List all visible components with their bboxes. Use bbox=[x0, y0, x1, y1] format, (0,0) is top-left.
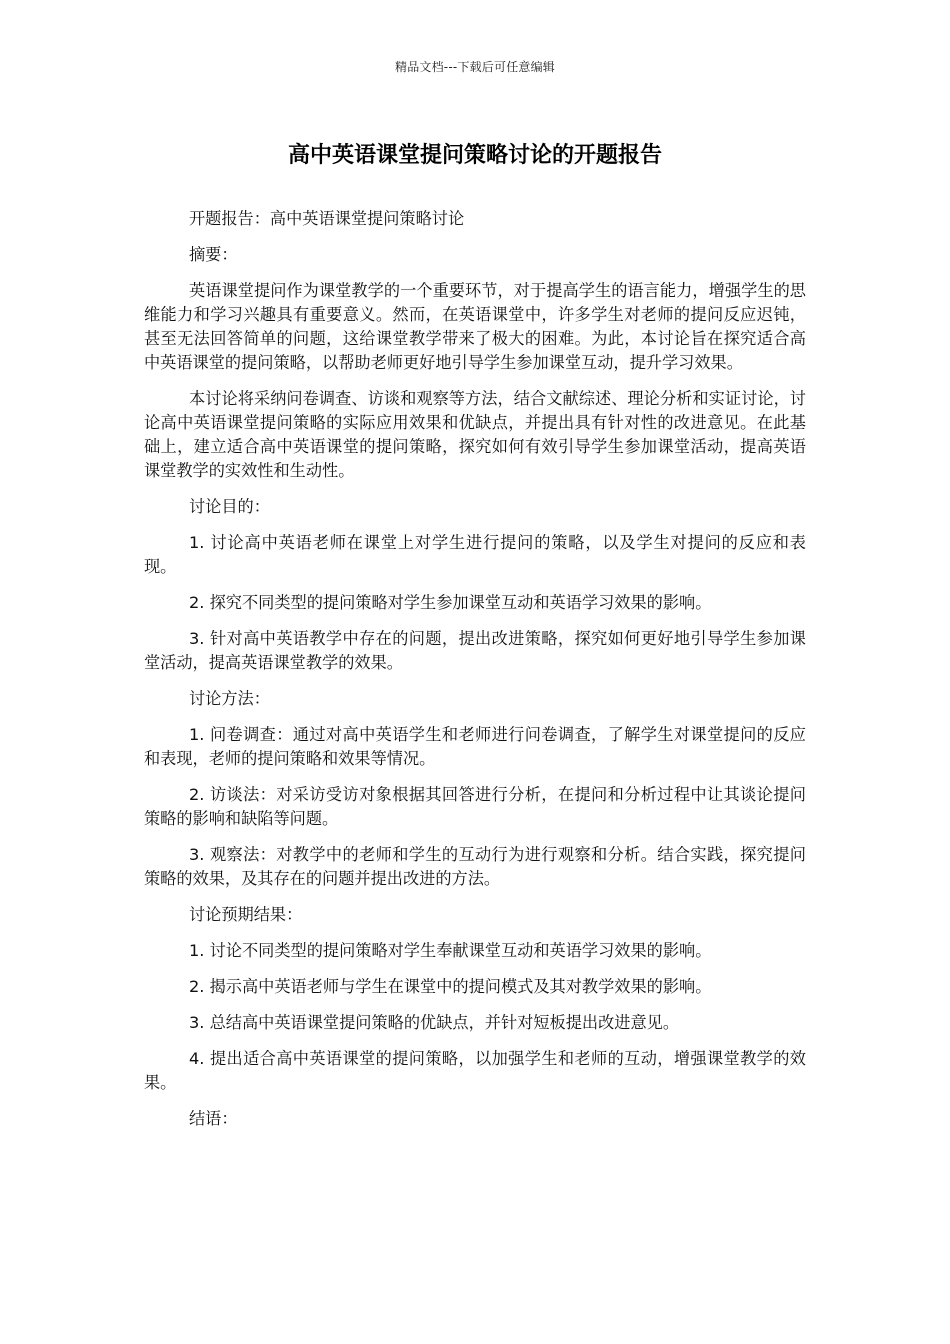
report-heading: 开题报告：高中英语课堂提问策略讨论 bbox=[189, 209, 465, 228]
results-item-2: 2. 揭示高中英语老师与学生在课堂中的提问模式及其对教学效果的影响。 bbox=[189, 977, 712, 996]
methods-item-2: 2. 访谈法：对采访受访对象根据其回答进行分析，在提问和分析过程中让其谈论提问策略的影响和缺陷等问题。 bbox=[144, 785, 806, 828]
methods-label: 讨论方法： bbox=[189, 689, 270, 708]
abstract-paragraph-2: 本讨论将采纳问卷调查、访谈和观察等方法，结合文献综述、理论分析和实证讨论，讨论高中英语课堂提问策略的实际应用效果和优缺点，并提出具有针对性的改进意见。在此基础上，建立适合高中英语课堂的提问策略，探究如何有效引导学生参加课堂活动，提高英语课堂教学的实效性和生动性。 bbox=[144, 389, 806, 480]
purpose-item-3: 3. 针对高中英语教学中存在的问题，提出改进策略，探究如何更好地引导学生参加课堂活动，提高英语课堂教学的效果。 bbox=[144, 629, 806, 672]
abstract-paragraph-1: 英语课堂提问作为课堂教学的一个重要环节，对于提高学生的语言能力，增强学生的思维能力和学习兴趣具有重要意义。然而，在英语课堂中，许多学生对老师的提问反应迟钝，甚至无法回答简单的问题，这给课堂教学带来了极大的困难。为此，本讨论旨在探究适合高中英语课堂的提问策略，以帮助老师更好地引导学生参加课堂互动，提升学习效果。 bbox=[144, 281, 806, 372]
methods-item-1: 1. 问卷调查：通过对高中英语学生和老师进行问卷调查，了解学生对课堂提问的反应和表现，老师的提问策略和效果等情况。 bbox=[144, 725, 806, 768]
results-item-1: 1. 讨论不同类型的提问策略对学生奉献课堂互动和英语学习效果的影响。 bbox=[189, 941, 712, 960]
purpose-item-2: 2. 探究不同类型的提问策略对学生参加课堂互动和英语学习效果的影响。 bbox=[189, 593, 712, 612]
methods-item-3: 3. 观察法：对教学中的老师和学生的互动行为进行观察和分析。结合实践，探究提问策略的效果，及其存在的问题并提出改进的方法。 bbox=[144, 845, 806, 888]
document-title: 高中英语课堂提问策略讨论的开题报告 bbox=[287, 143, 662, 168]
results-label: 讨论预期结果： bbox=[189, 905, 303, 924]
conclusion-label: 结语： bbox=[189, 1109, 238, 1128]
purpose-item-1: 1. 讨论高中英语老师在课堂上对学生进行提问的策略，以及学生对提问的反应和表现。 bbox=[144, 533, 806, 576]
abstract-label: 摘要： bbox=[189, 245, 238, 264]
document-body bbox=[144, 207, 806, 1143]
purpose-label: 讨论目的： bbox=[189, 497, 270, 516]
results-item-3: 3. 总结高中英语课堂提问策略的优缺点，并针对短板提出改进意见。 bbox=[189, 1013, 680, 1032]
header-note: 精品文档---下载后可任意编辑 bbox=[395, 60, 555, 74]
results-item-4: 4. 提出适合高中英语课堂的提问策略，以加强学生和老师的互动，增强课堂教学的效果。 bbox=[144, 1049, 806, 1092]
